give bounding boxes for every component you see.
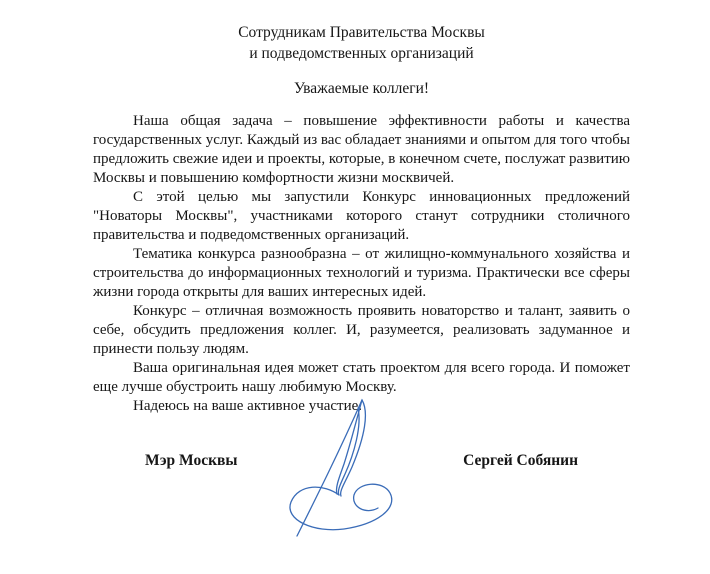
paragraph: Наша общая задача – повышение эффективности работы и качества государственных услуг. Каждый из вас обладает знаниями и опытом для того чтобы предложить свежие идеи и проекты, которые, в конечном счете, послужат развитию Москвы и повышению комфортности жизни москвичей. xyxy=(93,113,630,186)
handwritten-signature xyxy=(281,390,413,540)
paragraph: Ваша оригинальная идея может стать проектом для всего города. И поможет еще лучше обустроить нашу любимую Москву. xyxy=(93,360,630,395)
letter-body xyxy=(93,112,630,416)
recipient-block xyxy=(93,22,630,64)
signer-name: Сергей Собянин xyxy=(463,452,578,469)
recipient-line-1: Сотрудникам Правительства Москвы xyxy=(238,24,485,41)
signer-title: Мэр Москвы xyxy=(145,452,238,469)
paragraph: Конкурс – отличная возможность проявить новаторство и талант, заявить о себе, обсудить предложения коллег. И, разумеется, реализовать задуманное и принести пользу людям. xyxy=(93,303,630,357)
paragraph: С этой целью мы запустили Конкурс инновационных предложений "Новаторы Москвы", участниками которого станут сотрудники столичного правительства и подведомственных организаций. xyxy=(93,189,630,243)
paragraph: Надеюсь на ваше активное участие. xyxy=(133,398,363,414)
paragraph: Тематика конкурса разнообразна – от жилищно-коммунального хозяйства и строительства до информационных технологий и туризма. Практически все сферы жизни города открыты для ваших интересных идей. xyxy=(93,246,630,300)
letter-content xyxy=(93,22,630,416)
recipient-line-2: и подведомственных организаций xyxy=(249,45,474,62)
salutation: Уважаемые коллеги! xyxy=(293,80,430,97)
